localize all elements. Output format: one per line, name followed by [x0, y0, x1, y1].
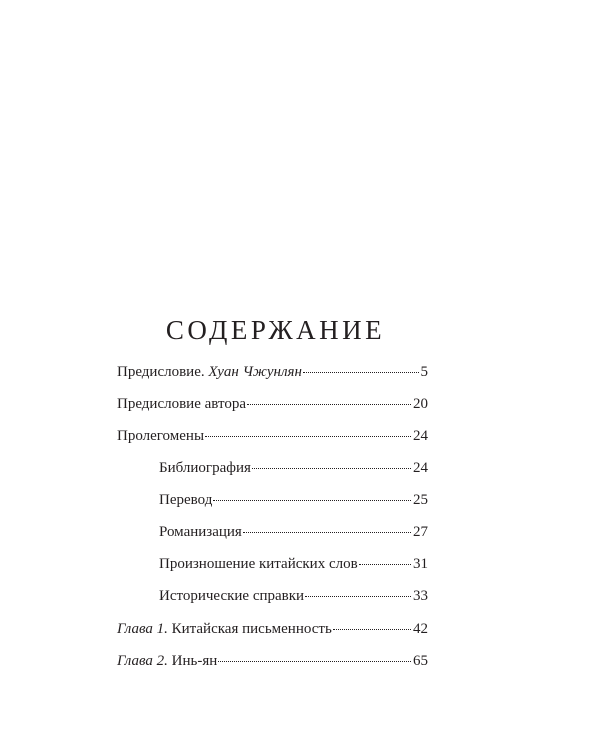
dot-leader — [305, 596, 411, 597]
dot-leader — [359, 564, 411, 565]
toc-page-number: 65 — [413, 653, 428, 669]
dot-leader — [333, 629, 411, 630]
toc-entry-label: Произношение китайских слов — [159, 556, 358, 572]
toc-entry-label: Исторические справки — [159, 588, 305, 604]
dot-leader — [247, 404, 411, 405]
toc-entry-romanization[interactable] — [159, 522, 428, 542]
toc-page-number: 31 — [413, 556, 428, 572]
toc-entry-label: Перевод — [159, 492, 213, 508]
toc-entry-pronunciation[interactable] — [159, 554, 428, 574]
dot-leader — [205, 436, 411, 437]
toc-entry-preface-huang[interactable] — [117, 362, 428, 382]
toc-entry-translation[interactable] — [159, 490, 428, 510]
toc-entry-chapter-2[interactable] — [117, 651, 428, 671]
toc-page-number: 24 — [413, 428, 428, 444]
toc-page-number: 33 — [413, 588, 428, 604]
toc-entry-author-preface[interactable] — [117, 394, 428, 414]
toc-entry-label: Предисловие. Хуан Чжунлян — [117, 364, 302, 380]
toc-entry-prolegomena[interactable] — [117, 426, 428, 446]
page-title: СОДЕРЖАНИЕ — [165, 315, 386, 346]
dot-leader — [213, 500, 411, 501]
dot-leader — [243, 532, 411, 533]
toc-page-number: 42 — [413, 621, 428, 637]
toc-entry-chapter-1[interactable] — [117, 619, 428, 639]
toc-entry-label: Предисловие автора — [117, 396, 246, 412]
toc-page-number: 25 — [413, 492, 428, 508]
toc-entry-label: Пролегомены — [117, 428, 205, 444]
toc-entry-label: Глава 2. Инь-ян — [117, 653, 218, 669]
dot-leader — [252, 468, 411, 469]
toc-entry-bibliography[interactable] — [159, 458, 428, 478]
dot-leader — [303, 372, 419, 373]
toc-page-number: 27 — [413, 524, 428, 540]
dot-leader — [218, 661, 411, 662]
toc-page-number: 5 — [420, 364, 428, 380]
toc-page-number: 20 — [413, 396, 428, 412]
toc-entry-historical-notes[interactable] — [159, 586, 428, 606]
toc-entry-label: Глава 1. Китайская письменность — [117, 621, 332, 637]
toc-entry-label: Библиография — [159, 460, 251, 476]
toc-entry-label: Романизация — [159, 524, 242, 540]
toc-page-number: 24 — [413, 460, 428, 476]
